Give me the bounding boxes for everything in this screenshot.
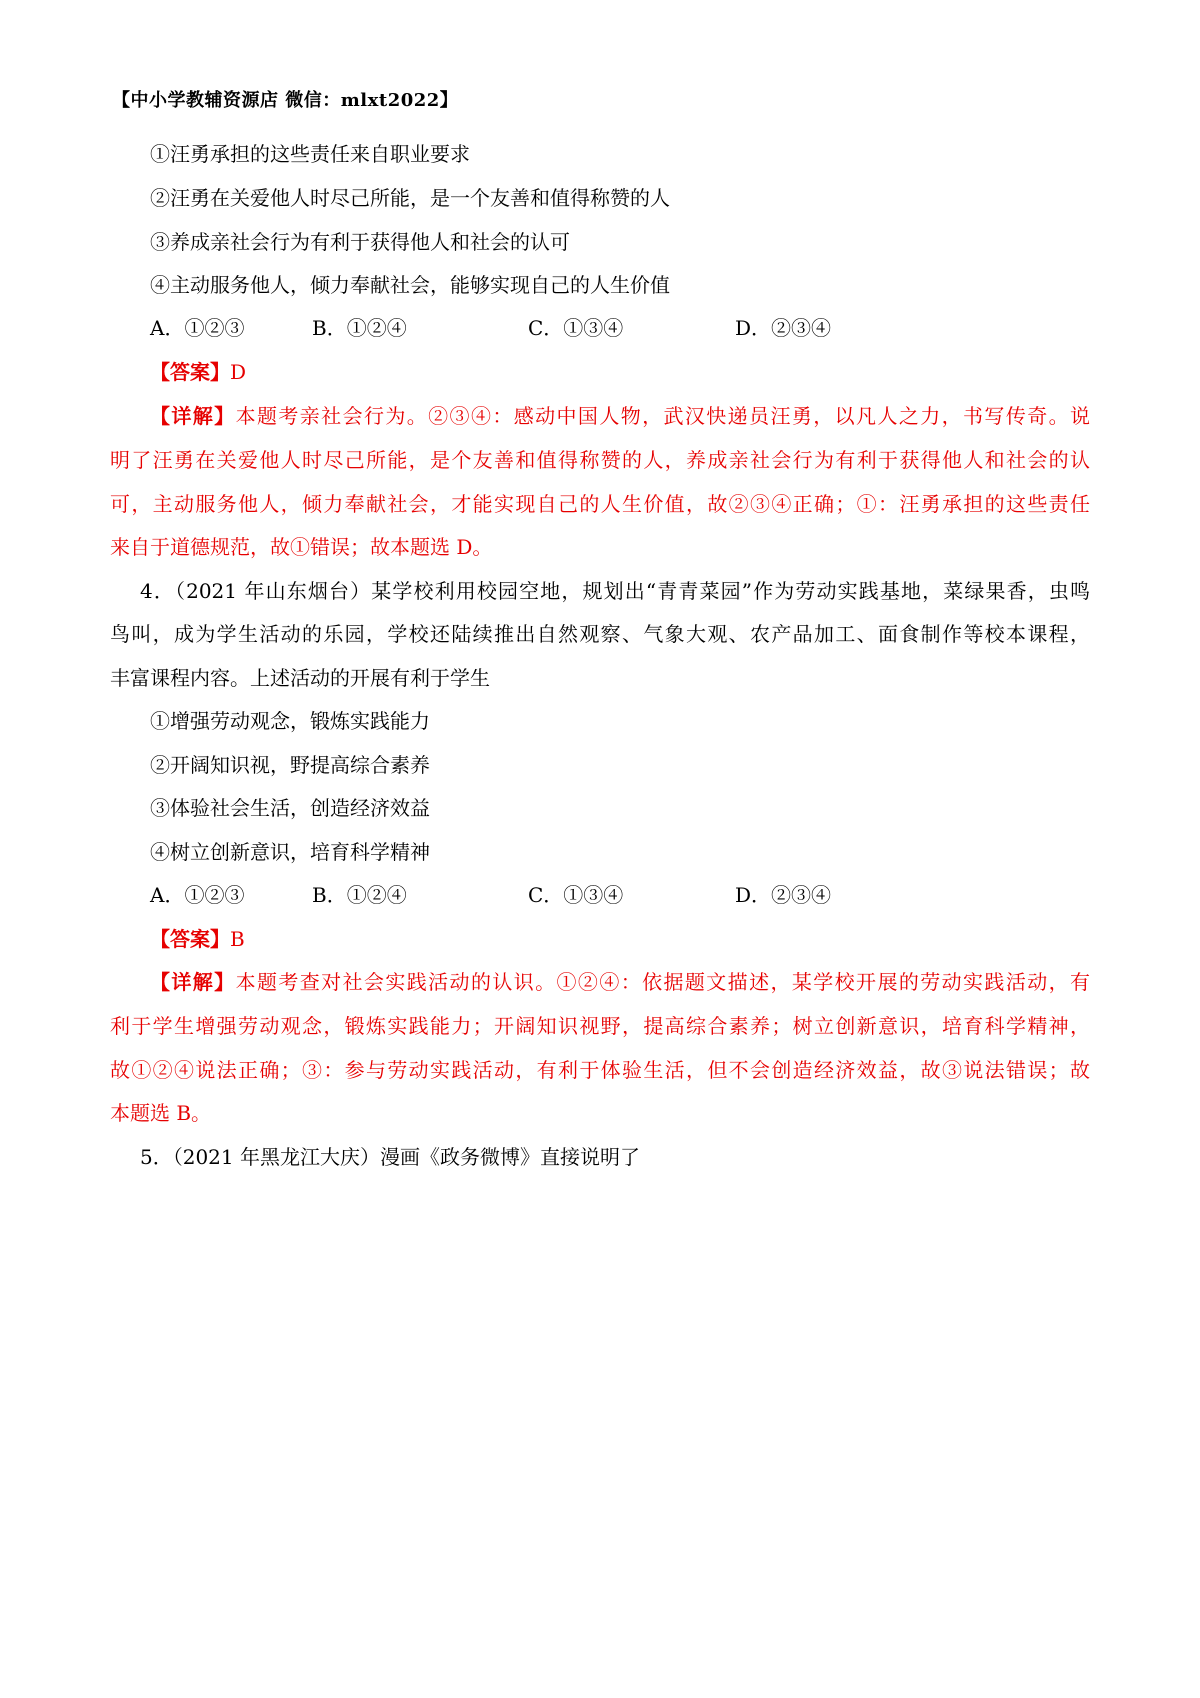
q4-detail-line-4: 本题选 B。	[110, 1101, 212, 1125]
q5-stem: 5．（2021 年黑龙江大庆）漫画《政务微博》直接说明了	[140, 1145, 640, 1169]
page-header: 【中小学教辅资源店 微信：mlxt2022】	[112, 90, 459, 111]
q3-option-2: ②汪勇在关爱他人时尽己所能，是一个友善和值得称赞的人	[150, 186, 670, 210]
q3-choice-c: C．①③④	[528, 316, 624, 340]
q4-option-1: ①增强劳动观念，锻炼实践能力	[150, 709, 430, 733]
q4-choice-c: C．①③④	[528, 883, 624, 907]
q3-detail-line-2: 明了汪勇在关爱他人时尽己所能，是个友善和值得称赞的人，养成亲社会行为有利于获得他人和社会的认	[110, 448, 1090, 472]
q3-choice-a: A．①②③	[150, 316, 245, 340]
q3-option-1: ①汪勇承担的这些责任来自职业要求	[150, 142, 470, 166]
q3-answer-label: 【答案】	[150, 360, 230, 384]
q4-detail-line-3: 故①②④说法正确；③：参与劳动实践活动，有利于体验生活，但不会创造经济效益，故③说法错误；故	[110, 1058, 1090, 1082]
q4-detail-line-2: 利于学生增强劳动观念，锻炼实践能力；开阔知识视野，提高综合素养；树立创新意识，培育科学精神，	[110, 1014, 1090, 1038]
q4-stem-line-1: 4．（2021 年山东烟台）某学校利用校园空地，规划出“青青菜园”作为劳动实践基地，菜绿果香，虫鸣	[140, 579, 1090, 603]
q4-option-3: ③体验社会生活，创造经济效益	[150, 796, 430, 820]
q4-detail-label: 【详解】	[150, 970, 236, 994]
q3-choice-b: B．①②④	[312, 316, 407, 340]
q3-option-4: ④主动服务他人，倾力奉献社会，能够实现自己的人生价值	[150, 273, 670, 297]
q4-answer-value: B	[230, 927, 245, 951]
q4-option-4: ④树立创新意识，培育科学精神	[150, 840, 430, 864]
q3-answer-value: D	[230, 360, 247, 384]
q3-detail-line-4: 来自于道德规范，故①错误；故本题选 D。	[110, 535, 493, 559]
q4-stem-line-2: 鸟叫，成为学生活动的乐园，学校还陆续推出自然观察、气象大观、农产品加工、面食制作等校本课程，	[110, 622, 1090, 646]
q4-answer	[150, 925, 245, 953]
q4-choice-d: D．②③④	[735, 883, 832, 907]
q4-choice-b: B．①②④	[312, 883, 407, 907]
q4-option-2: ②开阔知识视，野提高综合素养	[150, 753, 430, 777]
q3-detail-line-3: 可，主动服务他人，倾力奉献社会，才能实现自己的人生价值，故②③④正确；①：汪勇承担的这些责任	[110, 492, 1090, 516]
q3-detail-line-1	[150, 402, 1090, 430]
q3-detail-text-1: 本题考亲社会行为。②③④：感动中国人物，武汉快递员汪勇，以凡人之力，书写传奇。说	[235, 404, 1091, 428]
q4-choice-a: A．①②③	[150, 883, 245, 907]
q4-stem-line-3: 丰富课程内容。上述活动的开展有利于学生	[110, 666, 490, 690]
q4-detail-text-1: 本题考查对社会实践活动的认识。①②④：依据题文描述，某学校开展的劳动实践活动，有	[235, 970, 1091, 994]
q3-choice-d: D．②③④	[735, 316, 832, 340]
q4-answer-label: 【答案】	[150, 927, 230, 951]
q3-option-3: ③养成亲社会行为有利于获得他人和社会的认可	[150, 230, 570, 254]
q3-detail-label: 【详解】	[150, 404, 236, 428]
q4-detail-line-1	[150, 968, 1090, 996]
q3-answer	[150, 358, 246, 386]
